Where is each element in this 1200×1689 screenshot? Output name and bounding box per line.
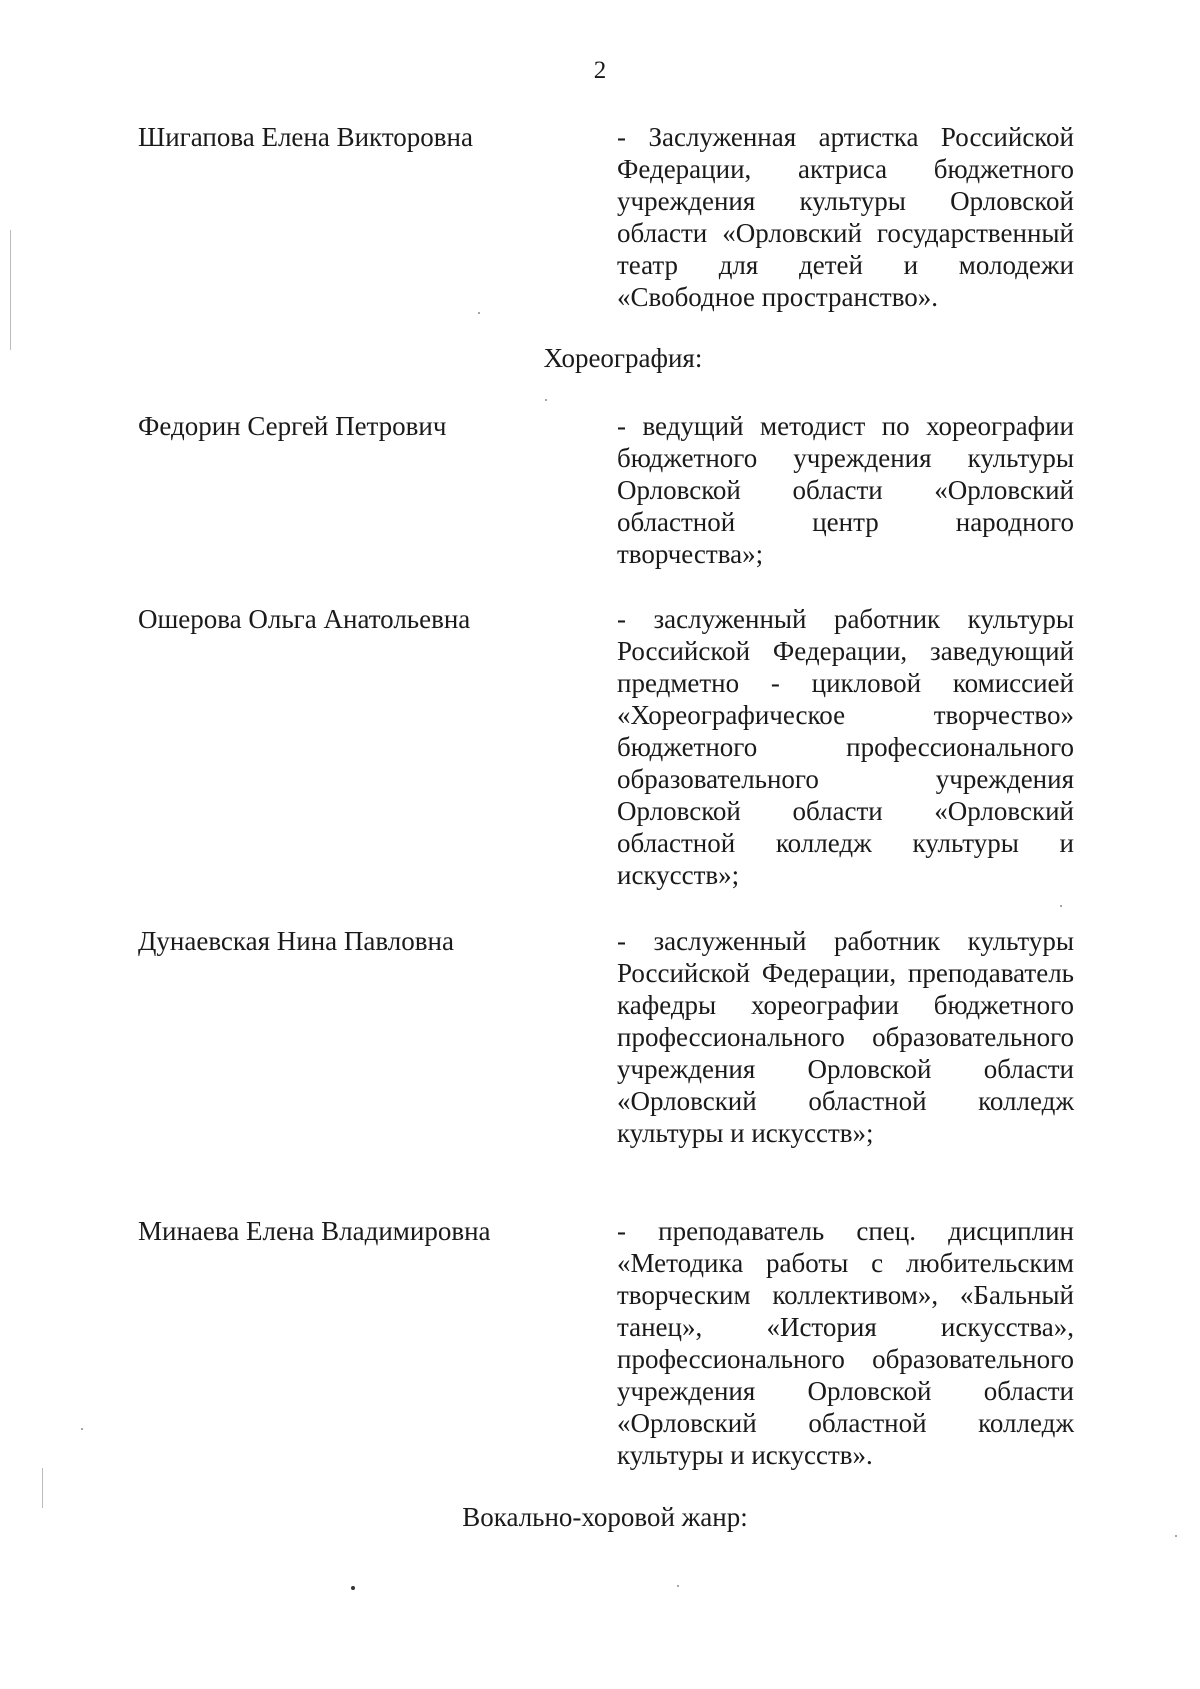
scan-speck bbox=[1060, 905, 1062, 907]
scan-speck bbox=[351, 1586, 355, 1590]
section-heading-choreography: Хореография: bbox=[543, 343, 703, 373]
entry-description: - ведущий методист по хореографии бюджетного учреждения культуры Орловской области «Орловский областной центр народного творчества»; bbox=[617, 411, 1074, 569]
entry-name: Федорин Сергей Петрович bbox=[138, 411, 447, 441]
scan-edge-line bbox=[42, 1468, 43, 1508]
scan-speck bbox=[677, 1585, 679, 1587]
entry-description: - преподаватель спец. дисциплин «Методика работы с любительским творческим коллективом», «Бальный танец», «История искусства», профессионального образовательного учреждения Орловской области «Орловский областной колледж культуры и искусств». bbox=[617, 1216, 1074, 1470]
scan-edge-line bbox=[10, 230, 11, 350]
scan-speck bbox=[1175, 1535, 1177, 1537]
entry-name: Шигапова Елена Викторовна bbox=[138, 122, 473, 152]
entry-description: - Заслуженная артистка Российской Федерации, актриса бюджетного учреждения культуры Орловской области «Орловский государственный театр для детей и молодежи «Свободное пространство». bbox=[617, 122, 1074, 312]
entry-name: Минаева Елена Владимировна bbox=[138, 1216, 491, 1246]
entry-name: Ошерова Ольга Анатольевна bbox=[138, 604, 471, 634]
section-heading-vocal-choral: Вокально-хоровой жанр: bbox=[462, 1502, 748, 1532]
entry-name: Дунаевская Нина Павловна bbox=[138, 926, 454, 956]
entry-description: - заслуженный работник культуры Российской Федерации, заведующий предметно - цикловой комиссией «Хореографическое творчество» бюджетного профессионального образовательного учреждения Орловской области «Орловский областной колледж культуры и искусств»; bbox=[617, 604, 1074, 890]
scan-speck bbox=[81, 1428, 83, 1430]
scan-speck bbox=[545, 399, 547, 401]
page-number: 2 bbox=[593, 57, 607, 84]
scan-speck bbox=[478, 312, 480, 314]
entry-description: - заслуженный работник культуры Российской Федерации, преподаватель кафедры хореографии бюджетного профессионального образовательного учреждения Орловской области «Орловский областной колледж культуры и искусств»; bbox=[617, 926, 1074, 1148]
